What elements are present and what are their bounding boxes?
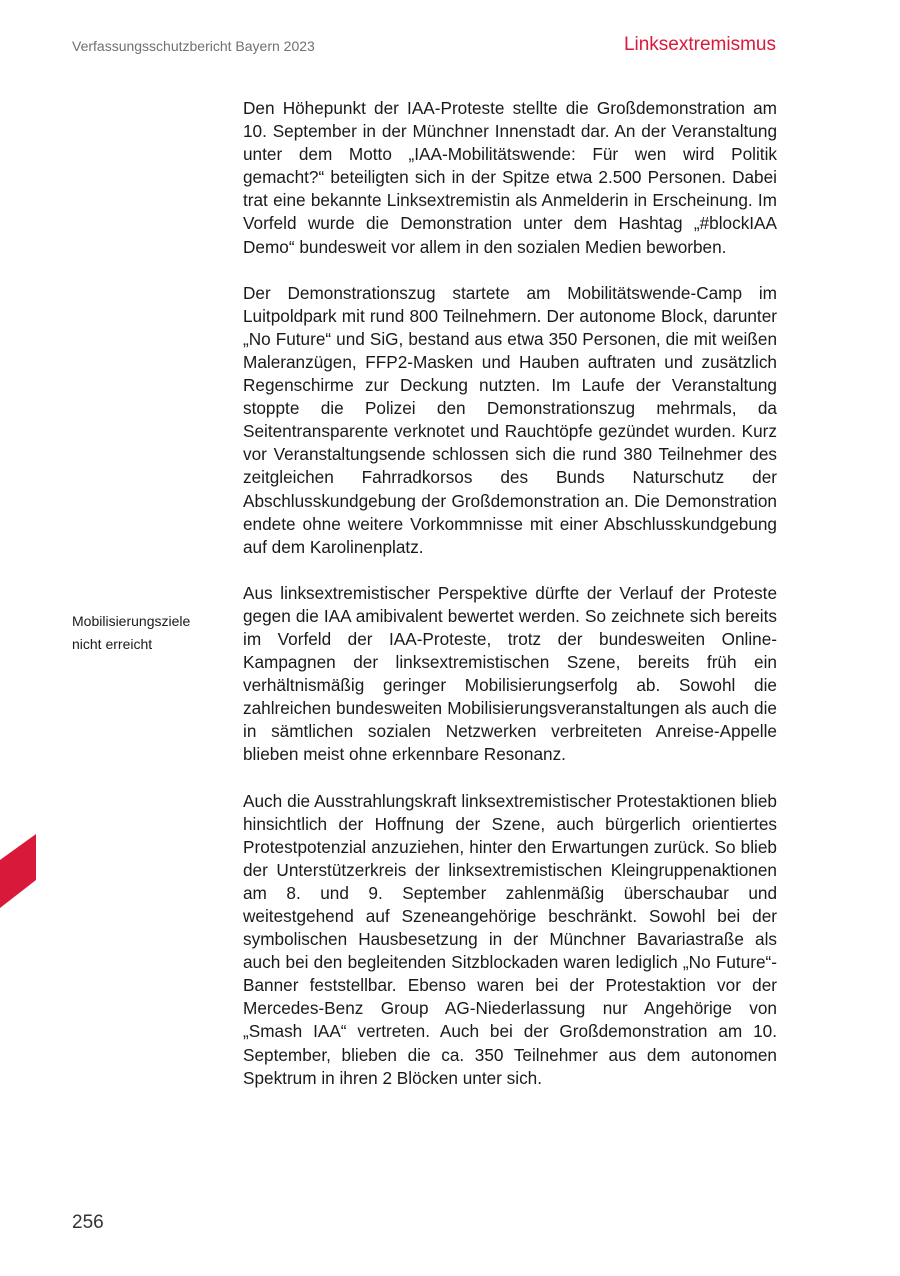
margin-note xyxy=(72,610,222,656)
report-title: Verfassungsschutzbericht Bayern 2023 xyxy=(72,38,315,54)
margin-note-line-2: nicht erreicht xyxy=(72,636,153,652)
section-title: Linksextremismus xyxy=(623,34,776,55)
body-text xyxy=(243,97,777,1113)
paragraph-2: Der Demonstrationszug startete am Mobilitätswende-Camp im Luitpoldpark mit rund 800 Teilnehmern. Der autonome Block, darunter „No Future“ und SiG, bestand aus etwa 350 Personen, die mit weißen Maleranzügen, FFP2-Masken und Hauben auftraten und zusätzlich Regenschirme zur Deckung nutzten. Im Laufe der Veranstaltung stoppte die Polizei den Demonstrationszug mehrmals, da Seitentransparente verknotet und Rauchtöpfe gezündet wurden. Kurz vor Veranstaltungsende schlossen sich die rund 380 Teilnehmer des zeitgleichen Fahrradkorsos des Bunds Naturschutz der Abschlusskundgebung der Großdemonstration an. Die Demonstration endete ohne weitere Vorkommnisse mit einer Abschlusskundgebung auf dem Karolinenplatz. xyxy=(243,282,777,557)
paragraph-1: Den Höhepunkt der IAA-Proteste stellte die Großdemonstration am 10. September in der Münchner Innenstadt dar. An der Veranstaltung unter dem Motto „IAA-Mobilitätswende: Für wen wird Politik gemacht?“ beteiligten sich in der Spitze etwa 2.500 Personen. Dabei trat eine bekannte Linksextremistin als Anmelderin in Erscheinung. Im Vorfeld wurde die Demonstration unter dem Hashtag „#blockIAA Demo“ bundesweit vor allem in den sozialen Medien beworben. xyxy=(243,98,777,257)
page-number: 256 xyxy=(72,1212,104,1233)
margin-note-line-1: Mobilisierungsziele xyxy=(72,613,191,629)
paragraph-4: Auch die Ausstrahlungskraft linksextremistischer Protestaktionen blieb hinsichtlich der Hoffnung der Szene, auch bürgerlich orientiertes Protestpotenzial anzuziehen, hinter den Erwartungen zurück. So blieb der Unterstützerkreis der linksextremistischen Kleingruppenaktionen am 8. und 9. September zahlenmäßig überschaubar und weitestgehend auf Szeneangehörige beschränkt. Sowohl bei der symbolischen Hausbesetzung in der Münchner Bavariastraße als auch bei den begleitenden Sitzblockaden waren lediglich „No Future“-Banner feststellbar. Ebenso waren bei der Protestaktion vor der Mercedes-Benz Group AG-Niederlassung nur Angehörige von „Smash IAA“ vertreten. Auch bei der Großdemonstration am 10. September, blieben die ca. 350 Teilnehmer aus dem autonomen Spektrum in ihren 2 Blöcken unter sich. xyxy=(243,790,777,1088)
section-marker-icon xyxy=(0,834,40,914)
paragraph-3: Aus linksextremistischer Perspektive dürfte der Verlauf der Proteste gegen die IAA amibivalent bewertet werden. So zeichnete sich bereits im Vorfeld der IAA-Proteste, trotz der bundesweiten Online-Kampagnen der linksextremistischen Szene, bereits früh ein verhältnismäßig geringer Mobilisierungserfolg ab. Sowohl die zahlreichen bundesweiten Mobilisierungsveranstaltungen als auch die in sämtlichen sozialen Netzwerken verbreiteten Anreise-Appelle blieben meist ohne erkennbare Resonanz. xyxy=(243,582,777,765)
